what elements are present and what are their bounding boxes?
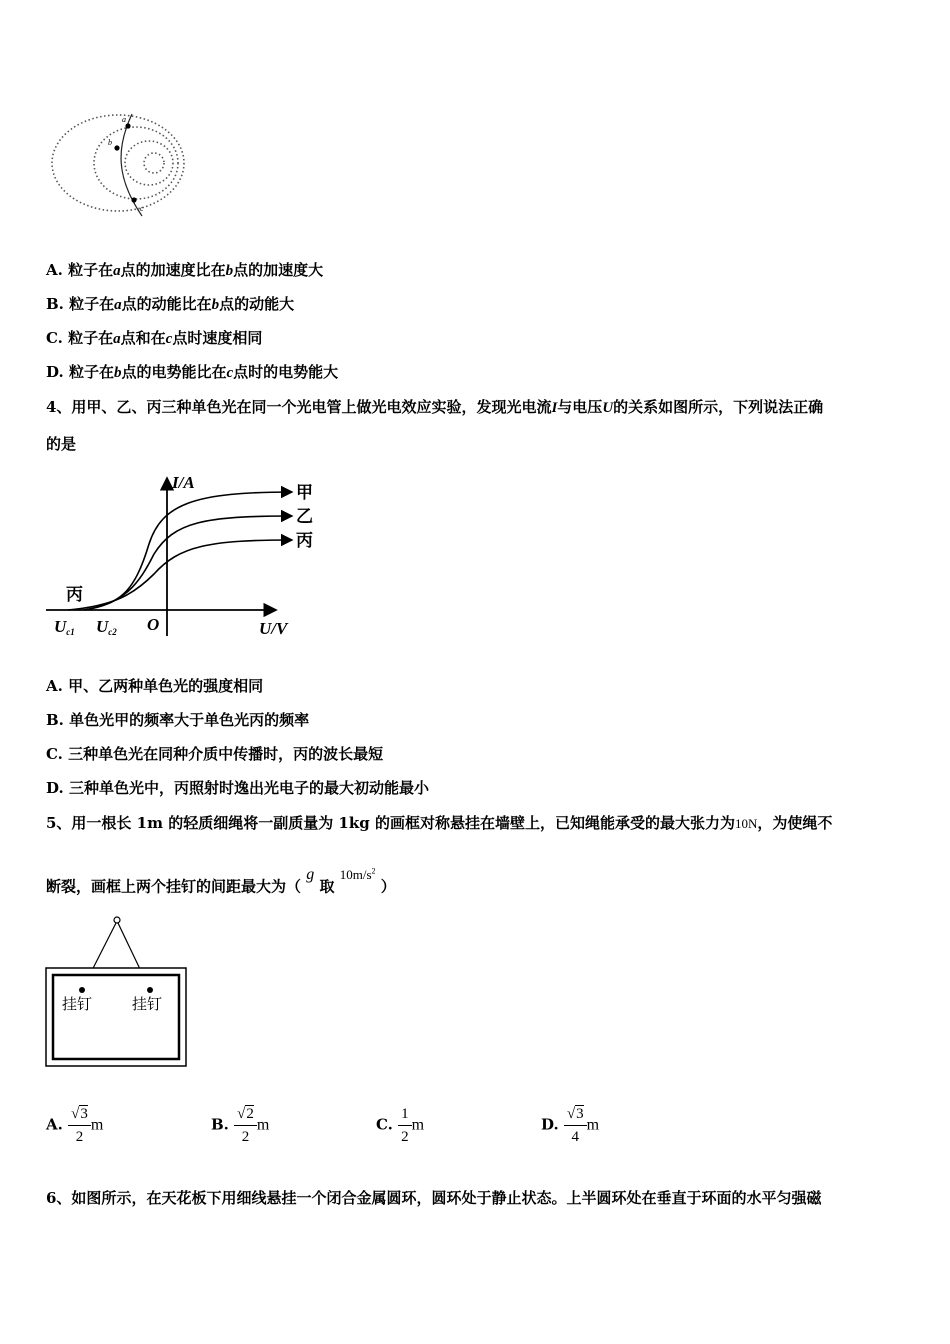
picture-frame-figure xyxy=(44,914,190,1072)
core-equipotential xyxy=(144,153,164,173)
uc1-main: U xyxy=(54,617,67,636)
q4-option-b: B. 单色光甲的频率大于单色光丙的频率 xyxy=(46,711,310,729)
x-axis-label: U/V xyxy=(259,619,288,638)
label-c: c xyxy=(140,204,144,213)
q4-stem-line2: 的是 xyxy=(46,435,77,453)
uc1-sub: c1 xyxy=(66,627,75,637)
q5-option-b: B. $\frac{√2}{2}$ m xyxy=(211,1103,269,1148)
label-a: a xyxy=(122,115,126,124)
middle-equipotential xyxy=(94,127,178,199)
q3-option-b: B. 粒子在a点的动能比在b点的动能大 xyxy=(46,295,295,313)
outer-equipotential xyxy=(52,115,184,211)
curve-bing xyxy=(68,540,292,610)
trajectory-figure xyxy=(46,108,186,223)
q5-stem-line2: 断裂，画框上两个挂钉的间距最大为（ g 取 $10m/s^2$ ） xyxy=(46,866,396,896)
point-c xyxy=(131,197,136,202)
frame-inner xyxy=(53,975,179,1059)
peg-left-dot xyxy=(79,987,85,993)
q4-option-d: D. 三种单色光中，丙照射时逸出光电子的最大初动能最小 xyxy=(46,779,429,797)
wall-nail xyxy=(114,917,120,923)
q4-stem: 4、用甲、乙、丙三种单色光在同一个光电管上做光电效应实验，发现光电流I与电压U的关系如图所示，下列说法正确 xyxy=(46,398,824,416)
q4-option-a: A. 甲、乙两种单色光的强度相同 xyxy=(46,677,264,695)
q3-option-a: A. 粒子在a点的加速度比在b点的加速度大 xyxy=(46,261,324,279)
curve-label-jia: 甲 xyxy=(296,483,313,502)
svg-text:Uc1 xyxy=(54,617,75,637)
q5-option-c: C. $\frac{1}{2}$ m xyxy=(376,1103,424,1148)
peg-left-label: 挂钉 xyxy=(62,997,93,1013)
inner-equipotential xyxy=(125,141,173,185)
photoelectric-graph xyxy=(44,464,334,644)
q5-stem: 5、用一根长 1m 的轻质细绳将一副质量为 1kg 的画框对称悬挂在墙壁上，已知绳能承受的最大张力为10N，为使绳不 xyxy=(46,814,833,832)
point-b xyxy=(114,145,119,150)
curve-label-yi: 乙 xyxy=(296,507,313,526)
label-b: b xyxy=(108,138,112,147)
svg-text:Uc2 xyxy=(96,617,117,637)
q3-option-c: C. 粒子在a点和在c点时速度相同 xyxy=(46,329,263,347)
peg-right-dot xyxy=(147,987,153,993)
uc2-sub: c2 xyxy=(108,627,117,637)
curve-yi xyxy=(84,516,292,610)
peg-right-label: 挂钉 xyxy=(132,997,163,1013)
q5-option-a: A. $\frac{√3}{2}$ m xyxy=(46,1103,103,1148)
q3-option-d: D. 粒子在b点的电势能比在c点时的电势能大 xyxy=(46,363,339,381)
left-label-bing: 丙 xyxy=(66,585,83,604)
q5-option-d: D. $\frac{√3}{4}$ m xyxy=(541,1103,599,1148)
curve-label-bing: 丙 xyxy=(296,531,313,550)
point-a xyxy=(125,123,130,128)
origin-label: O xyxy=(147,615,160,634)
q4-option-c: C. 三种单色光在同种介质中传播时，丙的波长最短 xyxy=(46,745,384,763)
q6-stem: 6、如图所示，在天花板下用细线悬挂一个闭合金属圆环，圆环处于静止状态。上半圆环处在垂直于环面的水平匀强磁 xyxy=(46,1189,822,1207)
y-axis-label: I/A xyxy=(172,473,195,492)
uc2-main: U xyxy=(96,617,109,636)
